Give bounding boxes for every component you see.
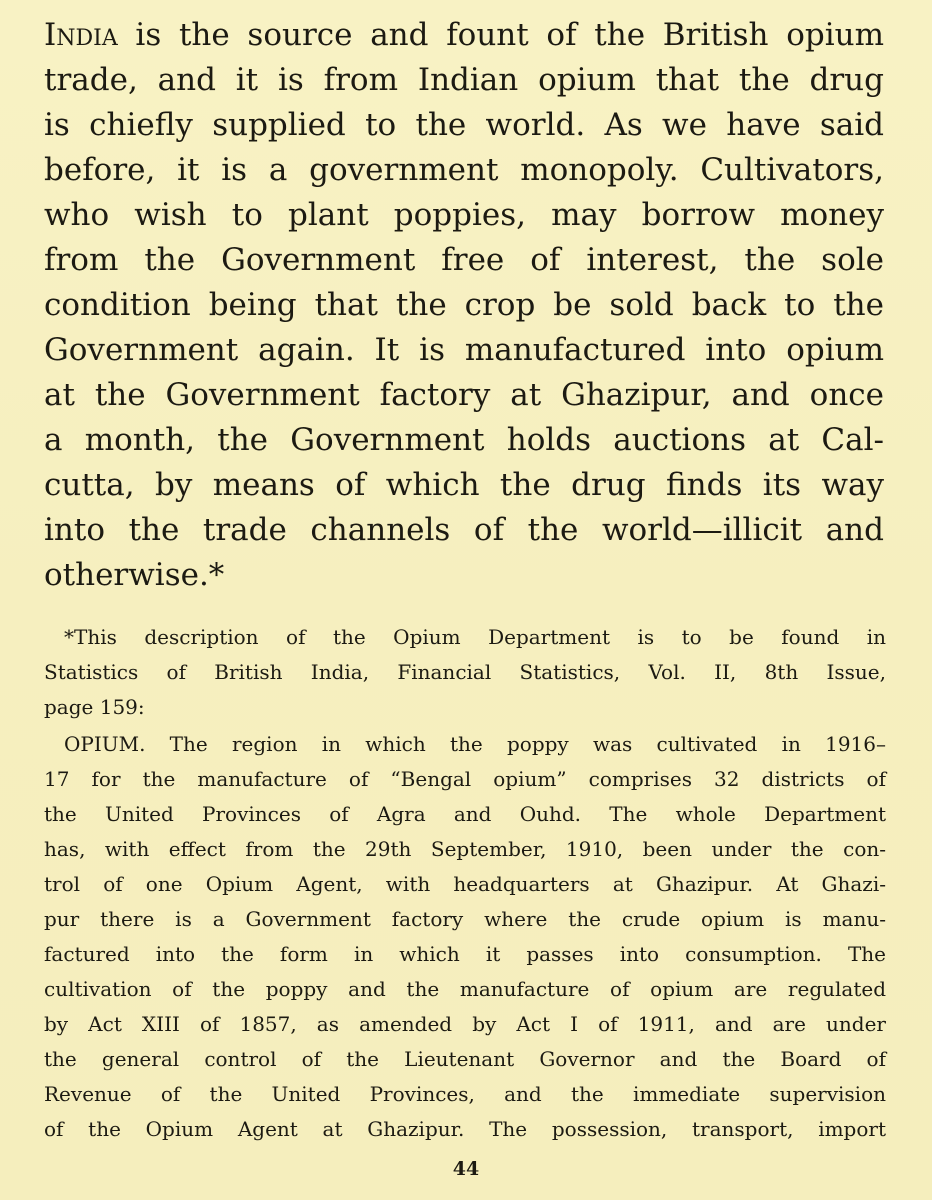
footnote-line: cultivation of the poppy and the manufacture of opium are regulated	[44, 977, 886, 1001]
footnote-line: *This description of the Opium Department is to be found in	[64, 625, 886, 649]
footnote-line: by Act XIII of 1857, as amended by Act I of 1911, and are under	[44, 1012, 886, 1036]
footnote-line: page 159:	[44, 695, 145, 719]
footnote-line: 17 for the manufacture of “Bengal opium” comprises 32 districts of	[44, 767, 886, 791]
page-number: 44	[452, 1158, 480, 1180]
footnote-line: Statistics of British India, Financial Statistics, Vol. II, 8th Issue,	[44, 660, 886, 684]
footnote-line: Revenue of the United Provinces, and the immediate supervision	[44, 1082, 886, 1106]
text-line: at the Government factory at Ghazipur, and once	[44, 377, 884, 413]
text-line: into the trade channels of the world—illicit and	[44, 512, 884, 548]
footnote-line: the general control of the Lieutenant Governor and the Board of	[44, 1047, 886, 1071]
text-line: Government again. It is manufactured into opium	[44, 332, 884, 368]
footnote-line: factured into the form in which it passes into consumption. The	[44, 942, 886, 966]
footnote-line: the United Provinces of Agra and Ouhd. The whole Department	[44, 802, 886, 826]
text-line: trade, and it is from Indian opium that the drug	[44, 62, 884, 98]
text-line: India is the source and fount of the British opium	[44, 17, 884, 53]
footnote-line: trol of one Opium Agent, with headquarters at Ghazipur. At Ghazi-	[44, 872, 886, 896]
footnote-line: OPIUM. The region in which the poppy was cultivated in 1916–	[64, 732, 886, 756]
text-line: a month, the Government holds auctions at Cal-	[44, 422, 884, 458]
text-line: otherwise.*	[44, 557, 225, 593]
text-line: before, it is a government monopoly. Cultivators,	[44, 152, 884, 188]
lead-word: India	[44, 17, 118, 53]
footnote-line: has, with effect from the 29th September, 1910, been under the con-	[44, 837, 886, 861]
text-line: who wish to plant poppies, may borrow money	[44, 197, 884, 233]
footnote-line: pur there is a Government factory where the crude opium is manu-	[44, 907, 886, 931]
text-line: condition being that the crop be sold back to the	[44, 287, 884, 323]
footnote-line: of the Opium Agent at Ghazipur. The possession, transport, import	[44, 1117, 886, 1141]
text-line: is chiefly supplied to the world. As we have said	[44, 107, 884, 143]
text-line: from the Government free of interest, the sole	[44, 242, 884, 278]
text-line: cutta, by means of which the drug finds its way	[44, 467, 884, 503]
